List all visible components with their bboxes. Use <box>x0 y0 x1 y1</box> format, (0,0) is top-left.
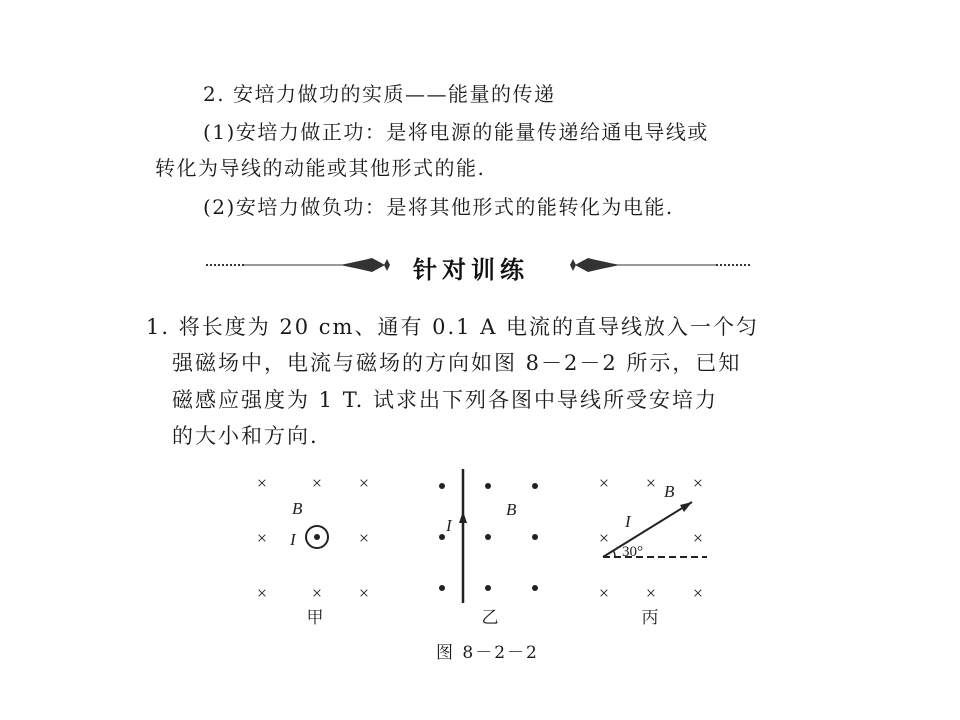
svg-text:×: × <box>311 473 323 493</box>
svg-text:×: × <box>256 473 268 493</box>
svg-text:×: × <box>645 583 657 603</box>
svg-text:B: B <box>292 499 303 518</box>
svg-text:×: × <box>692 473 704 493</box>
banner-title: 针对训练 <box>413 256 529 284</box>
svg-text:×: × <box>598 528 610 548</box>
panel-yi <box>439 469 538 628</box>
svg-text:×: × <box>358 528 370 548</box>
svg-text:×: × <box>311 583 323 603</box>
svg-text:×: × <box>598 583 610 603</box>
svg-text:×: × <box>256 583 268 603</box>
svg-text:I: I <box>290 530 296 549</box>
exercise-line-1: 1. 将长度为 20 cm、通有 0.1 A 电流的直导线放入一个匀 <box>146 315 760 339</box>
svg-text:×: × <box>598 473 610 493</box>
svg-text:B: B <box>506 500 517 519</box>
panel-jia <box>257 473 369 628</box>
svg-text:×: × <box>358 583 370 603</box>
section-heading: 2. 安培力做功的实质——能量的传递 <box>203 82 556 106</box>
svg-text:I: I <box>625 512 631 531</box>
svg-text:×: × <box>692 528 704 548</box>
svg-text:30°: 30° <box>622 544 643 560</box>
svg-text:丙: 丙 <box>641 608 659 628</box>
point-1-line-1: (1)安培力做正功：是将电源的能量传递给通电导线或 <box>203 120 709 144</box>
svg-text:乙: 乙 <box>481 608 499 628</box>
panel-bing <box>599 473 707 628</box>
svg-text:×: × <box>692 583 704 603</box>
svg-text:B: B <box>664 482 675 501</box>
svg-text:甲: 甲 <box>306 608 324 628</box>
svg-text:×: × <box>645 473 657 493</box>
exercise-line-4: 的大小和方向. <box>172 424 319 448</box>
point-2: (2)安培力做负功：是将其他形式的能转化为电能. <box>203 195 674 219</box>
exercise-line-2: 强磁场中，电流与磁场的方向如图 8－2－2 所示，已知 <box>172 351 742 375</box>
exercise-line-3: 磁感应强度为 1 T. 试求出下列各图中导线所受安培力 <box>172 388 718 412</box>
svg-text:I: I <box>446 516 452 535</box>
svg-text:×: × <box>256 528 268 548</box>
figure-8-2-2 <box>250 465 730 665</box>
svg-text:×: × <box>358 473 370 493</box>
point-1-line-2: 转化为导线的动能或其他形式的能. <box>155 156 486 180</box>
figure-caption: 图 8－2－2 <box>436 643 539 663</box>
